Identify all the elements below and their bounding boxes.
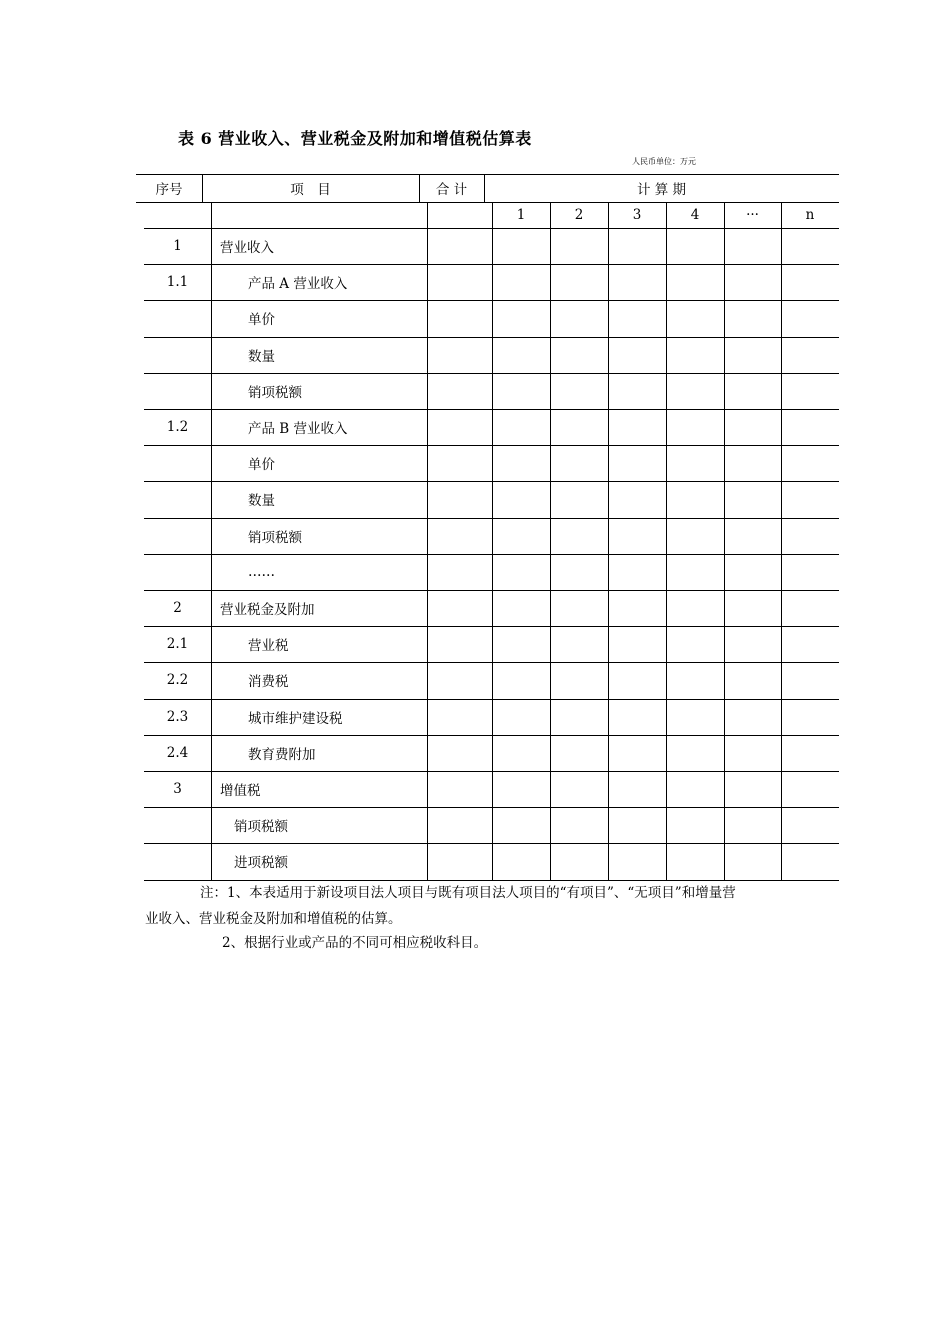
row-seq: 2.4 (166, 744, 189, 761)
row-seq: 2.2 (166, 672, 189, 689)
header-item: 项 目 (290, 182, 331, 198)
row-item: 教育费附加 (248, 746, 316, 763)
row-seq (144, 807, 211, 843)
row-seq: 2 (173, 600, 182, 617)
row-item: 销项税额 (248, 384, 302, 401)
row-seq (144, 481, 211, 517)
row-seq (144, 843, 211, 879)
row-item: 数量 (248, 493, 275, 510)
column-divider (550, 202, 551, 880)
header-period-col: 4 (690, 207, 700, 223)
row-item: 产品 A 营业收入 (248, 276, 348, 293)
header-period-col: 3 (632, 207, 642, 223)
header-period: 计 算 期 (636, 182, 687, 198)
header-period-col: 1 (516, 207, 526, 223)
row-item: …… (248, 563, 275, 580)
row-seq: 2.1 (166, 636, 189, 653)
row-item: 销项税额 (248, 529, 302, 546)
row-item: 单价 (248, 457, 275, 474)
row-seq (144, 445, 211, 481)
column-divider (492, 202, 493, 880)
row-seq (144, 518, 211, 554)
header-period-col: 2 (574, 207, 584, 223)
row-seq: 1.2 (166, 419, 189, 436)
note-line-2: 业收入、营业税金及附加和增值税的估算。 (145, 911, 402, 927)
row-seq (144, 337, 211, 373)
row-item: 数量 (248, 348, 275, 365)
note-line-3: 2、根据行业或产品的不同可相应税收科目。 (222, 935, 488, 951)
column-divider (427, 202, 428, 880)
row-item: 销项税额 (234, 819, 288, 836)
row-item: 消费税 (248, 674, 289, 691)
note-line-1: 注：1、本表适用于新设项目法人项目与既有项目法人项目的“有项目”、“无项目”和增量营 (200, 885, 736, 901)
header-seq: 序号 (155, 182, 183, 198)
row-seq: 2.3 (166, 708, 189, 725)
table-title: 表 6 营业收入、营业税金及附加和增值税估算表 (178, 129, 532, 148)
header-period-col: n (805, 207, 815, 223)
row-item: 营业收入 (220, 240, 274, 257)
row-item: 增值税 (220, 783, 261, 800)
row-item: 产品 B 营业收入 (248, 421, 348, 438)
currency-unit: 人民币单位：万元 (632, 157, 696, 166)
row-item: 营业税 (248, 638, 289, 655)
row-seq: 3 (173, 781, 182, 798)
header-total: 合 计 (435, 182, 468, 198)
column-divider (608, 202, 609, 880)
row-seq: 1.1 (166, 274, 189, 291)
row-item: 进项税额 (234, 855, 288, 872)
row-seq (144, 373, 211, 409)
row-seq (144, 554, 211, 590)
row-item: 单价 (248, 312, 275, 329)
column-divider (724, 202, 725, 880)
column-divider (666, 202, 667, 880)
row-item: 城市维护建设税 (248, 710, 343, 727)
column-divider (781, 202, 782, 880)
header-period-col: ··· (746, 207, 759, 223)
row-item: 营业税金及附加 (220, 602, 315, 619)
row-seq (144, 300, 211, 336)
row-seq: 1 (173, 238, 182, 255)
